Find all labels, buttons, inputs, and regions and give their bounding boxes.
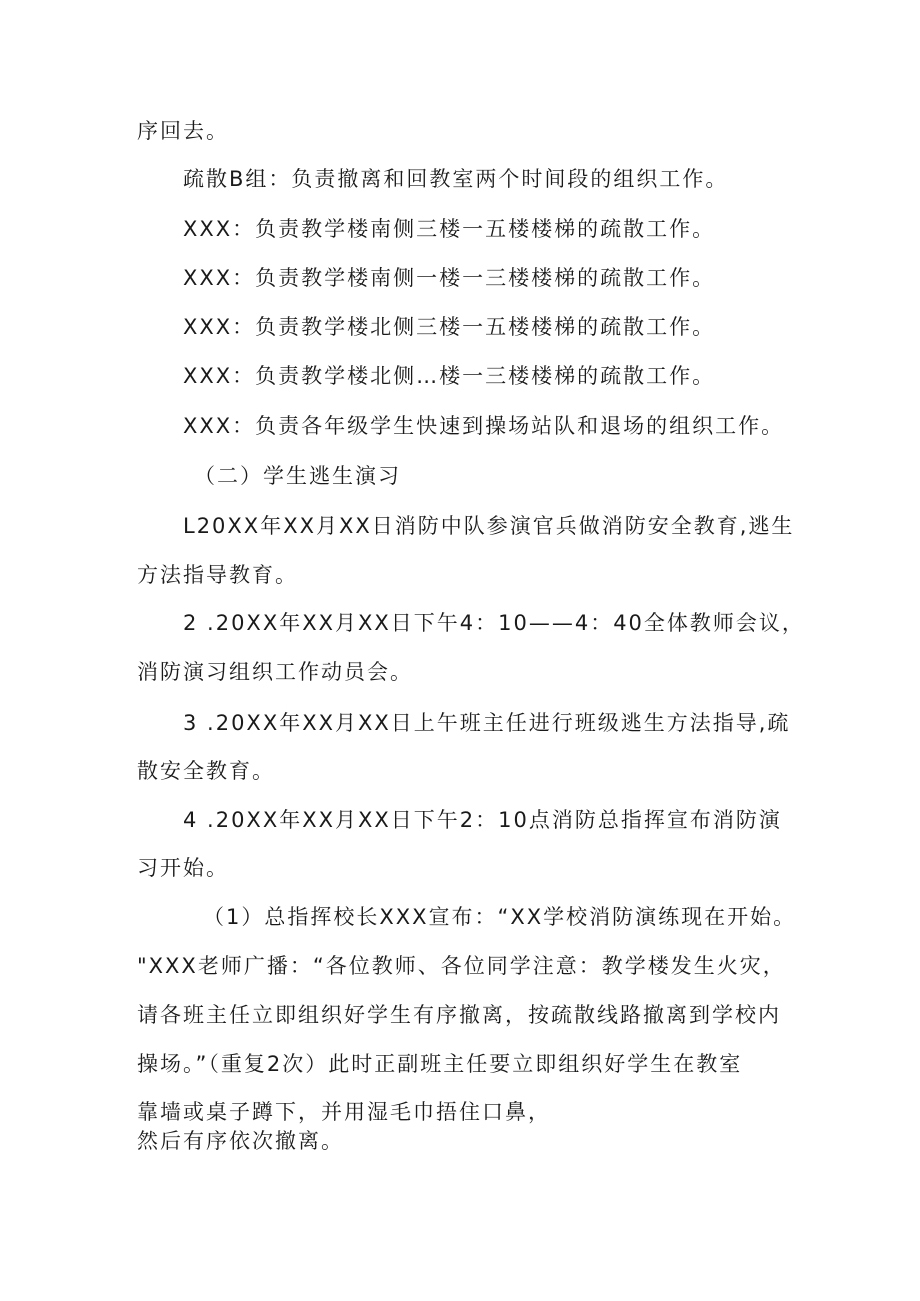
text-line-4: XXX：负责教学楼南侧一楼一三楼楼梯的疏散工作。 — [183, 266, 716, 290]
text-line-1: 序回去。 — [137, 119, 229, 143]
section-heading: （二）学生逃生演习 — [194, 464, 401, 488]
text-line-15: 4 .20XX年XX月XX日下午2：10点消防总指挥宣布消防演 — [183, 808, 782, 832]
text-line-9: L20XX年XX月XX日消防中队参演官兵做消防安全教育,逃生 — [183, 514, 795, 538]
text-line-20: 操场。”（重复2次）此时正副班主任要立即组织好学生在教室 — [137, 1052, 743, 1076]
text-line-2: 疏散B组：负责撤离和回教室两个时间段的组织工作。 — [183, 167, 729, 191]
text-line-16: 习开始。 — [137, 856, 229, 880]
text-line-6: XXX：负责教学楼北侧…楼一三楼楼梯的疏散工作。 — [183, 364, 716, 388]
text-line-5: XXX：负责教学楼北侧三楼一五楼楼梯的疏散工作。 — [183, 315, 716, 339]
text-line-11: 2 .20XX年XX月XX日下午4：10——4：40全体教师会议， — [183, 611, 805, 635]
text-line-3: XXX：负责教学楼南侧三楼一五楼楼梯的疏散工作。 — [183, 217, 716, 241]
text-line-22: 然后有序依次撤离。 — [137, 1129, 344, 1153]
text-line-13: 3 .20XX年XX月XX日上午班主任进行班级逃生方法指导,疏 — [183, 711, 791, 735]
text-line-19: 请各班主任立即组织好学生有序撤离，按疏散线路撤离到学校内 — [137, 1003, 781, 1027]
text-line-18: "XXX老师广播：“各位教师、各位同学注意：教学楼发生火灾， — [137, 954, 786, 978]
text-line-12: 消防演习组织工作动员会。 — [137, 660, 413, 684]
text-line-21: 靠墙或桌子蹲下，并用湿毛巾捂住口鼻， — [137, 1100, 551, 1124]
text-line-14: 散安全教育。 — [137, 759, 275, 783]
text-line-17: （1）总指挥校长XXX宣布：“XX学校消防演练现在开始。 — [203, 905, 797, 929]
text-line-7: XXX：负责各年级学生快速到操场站队和退场的组织工作。 — [183, 414, 785, 438]
text-line-10: 方法指导教育。 — [137, 563, 298, 587]
